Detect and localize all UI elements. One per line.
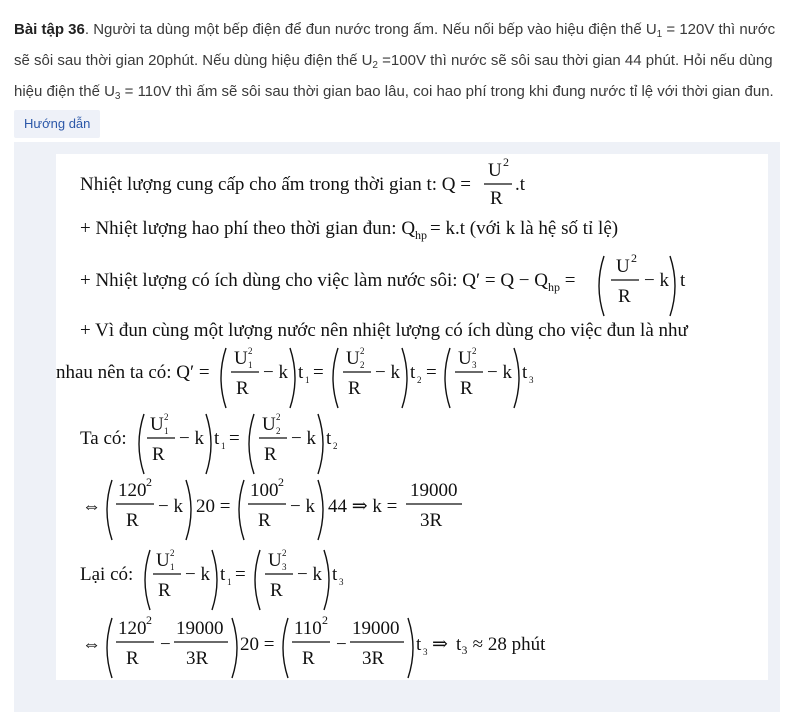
problem-text: =100V thì nước sẽ sôi sau thời gian 44 phút. Hỏi nếu dùng hiệu điện thế U xyxy=(14,52,773,100)
solution-math xyxy=(56,154,768,680)
math-glyph: = xyxy=(235,564,246,585)
math-glyph: 110 xyxy=(294,618,322,639)
paren-left xyxy=(249,414,254,474)
math-glyph: − k xyxy=(487,362,512,383)
problem-text: . Người ta dùng một bếp điện để đun nước trong ấm. Nếu nối bếp vào hiệu điện thế U xyxy=(84,21,657,38)
math-glyph: 2 xyxy=(278,475,284,489)
paren-left xyxy=(221,348,226,408)
math-glyph: 19000 xyxy=(352,618,400,639)
math-glyph: U xyxy=(488,160,502,181)
paren-right xyxy=(670,256,675,316)
subscript: 1 xyxy=(656,29,663,40)
math-glyph: .t xyxy=(515,174,526,195)
math-glyph: R xyxy=(348,378,361,399)
solution-image xyxy=(56,154,768,680)
math-glyph: t xyxy=(326,428,332,449)
math-glyph: 120 xyxy=(118,480,147,501)
math-glyph: R xyxy=(158,580,171,601)
math-glyph: 2 xyxy=(360,346,365,356)
paren-right xyxy=(206,414,211,474)
math-glyph: R xyxy=(460,378,473,399)
math-glyph: 2 xyxy=(164,412,169,422)
math-glyph: 3 xyxy=(472,360,477,370)
paren-right xyxy=(402,348,407,408)
line-6-text: Ta có: xyxy=(80,428,127,449)
math-glyph: 3R xyxy=(420,510,443,531)
paren-right xyxy=(232,618,237,678)
math-glyph: R xyxy=(236,378,249,399)
math-glyph: 2 xyxy=(503,155,509,169)
math-glyph: 2 xyxy=(417,375,422,385)
problem-statement xyxy=(14,14,786,107)
math-glyph: − k xyxy=(297,564,322,585)
line-5-text: nhau nên ta có: Q′ = xyxy=(56,362,210,383)
paren-left xyxy=(139,414,144,474)
subscript: 3 xyxy=(114,91,121,102)
paren-left xyxy=(255,550,260,610)
line-1-text: Nhiệt lượng cung cấp cho ấm trong thời gian t: Q = xyxy=(80,174,471,195)
math-glyph: 2 xyxy=(276,412,281,422)
math-glyph: R xyxy=(152,444,165,465)
math-glyph: 2 xyxy=(631,251,637,265)
math-glyph: 2 xyxy=(472,346,477,356)
problem-label: Bài tập 36 xyxy=(14,21,85,38)
math-glyph: t xyxy=(214,428,220,449)
math-glyph: − k xyxy=(263,362,288,383)
math-glyph: U xyxy=(262,414,276,435)
math-glyph: 1 xyxy=(227,577,232,587)
math-glyph: 2 xyxy=(248,346,253,356)
paren-right xyxy=(318,480,323,540)
guide-button[interactable]: Hướng dẫn xyxy=(14,110,100,138)
math-glyph: U xyxy=(234,348,248,369)
math-glyph: t xyxy=(522,362,528,383)
math-glyph: 44 ⇒ k = xyxy=(328,496,398,517)
paren-right xyxy=(290,348,295,408)
paren-left xyxy=(145,550,150,610)
math-glyph: 2 xyxy=(146,475,152,489)
paren-right xyxy=(212,550,217,610)
math-glyph: R xyxy=(270,580,283,601)
paren-left xyxy=(445,348,450,408)
math-glyph: U xyxy=(150,414,164,435)
math-glyph: 3R xyxy=(186,648,209,669)
math-glyph: − xyxy=(160,634,171,655)
math-glyph: 120 xyxy=(118,618,147,639)
paren-right xyxy=(186,480,191,540)
math-glyph: 3R xyxy=(362,648,385,669)
math-glyph: 1 xyxy=(248,360,253,370)
math-glyph: R xyxy=(264,444,277,465)
line-3-text: + Nhiệt lượng có ích dùng cho việc làm nước sôi: $Q' = Q - Q_{hp}$ = xyxy=(80,270,576,294)
math-glyph: t xyxy=(416,634,422,655)
math-glyph: 3 xyxy=(423,647,428,657)
paren-left xyxy=(239,480,244,540)
paren-left xyxy=(107,618,112,678)
math-glyph: t xyxy=(332,564,338,585)
math-glyph: 2 xyxy=(170,548,175,558)
paren-left xyxy=(283,618,288,678)
math-glyph: 19000 xyxy=(176,618,224,639)
math-glyph: 2 xyxy=(322,613,328,627)
math-glyph: 2 xyxy=(333,441,338,451)
math-glyph: − xyxy=(336,634,347,655)
math-glyph: t xyxy=(220,564,226,585)
math-glyph: t xyxy=(298,362,304,383)
math-glyph: − k xyxy=(179,428,204,449)
math-glyph: ⇔ xyxy=(82,634,101,655)
math-glyph: R xyxy=(126,648,139,669)
line-2-text: + Nhiệt lượng hao phí theo thời gian đun: $Q_{hp} = k.t$ (với k là hệ số tỉ lệ) xyxy=(80,218,619,242)
math-glyph: R xyxy=(126,510,139,531)
math-glyph: 20 = xyxy=(196,496,231,517)
problem-text: = 120V thì nước sẽ sôi sau thời gian 20phút. Nếu dùng hiệu điện thế U xyxy=(14,21,776,69)
math-glyph: U xyxy=(458,348,472,369)
problem-text: = 110V thì ấm sẽ sôi sau thời gian bao lâu, coi hao phí trong khi đung nước tỉ lệ với thời gian đun. xyxy=(120,83,774,100)
final-answer: t₃ ≈ 28 phút xyxy=(456,634,546,655)
math-glyph: 3 xyxy=(282,562,287,572)
math-glyph: 1 xyxy=(221,441,226,451)
math-glyph: U xyxy=(616,256,630,277)
math-glyph: − k xyxy=(185,564,210,585)
math-glyph: t xyxy=(410,362,416,383)
paren-left xyxy=(333,348,338,408)
paren-right xyxy=(324,550,329,610)
math-glyph: 1 xyxy=(305,375,310,385)
math-glyph: ⇒ xyxy=(432,634,448,655)
subscript: 2 xyxy=(372,60,378,71)
math-glyph: U xyxy=(346,348,360,369)
math-glyph: R xyxy=(258,510,271,531)
math-glyph: R xyxy=(302,648,315,669)
math-glyph: − k xyxy=(290,496,315,517)
line-4-text: + Vì đun cùng một lượng nước nên nhiệt lượng có ích dùng cho việc đun là như xyxy=(80,320,688,341)
math-glyph: = xyxy=(229,428,240,449)
math-glyph: ⇔ xyxy=(82,496,101,517)
paren-right xyxy=(514,348,519,408)
math-glyph: − k xyxy=(158,496,183,517)
math-glyph: 3 xyxy=(339,577,344,587)
math-glyph: 20 = xyxy=(240,634,275,655)
math-glyph: t xyxy=(680,270,686,291)
line-8-text: Lại có: xyxy=(80,564,134,585)
math-glyph: 3 xyxy=(529,375,534,385)
math-glyph: 1 xyxy=(170,562,175,572)
math-glyph: R xyxy=(490,188,503,209)
math-glyph: = xyxy=(313,362,324,383)
math-glyph: − k xyxy=(375,362,400,383)
math-glyph: U xyxy=(268,550,282,571)
paren-left xyxy=(107,480,112,540)
math-glyph: 2 xyxy=(276,426,281,436)
math-glyph: 2 xyxy=(360,360,365,370)
math-glyph: R xyxy=(618,286,631,307)
math-glyph: 100 xyxy=(250,480,279,501)
math-glyph: 2 xyxy=(146,613,152,627)
paren-left xyxy=(599,256,604,316)
math-glyph: − k xyxy=(644,270,669,291)
paren-right xyxy=(318,414,323,474)
paren-right xyxy=(408,618,413,678)
math-glyph: 2 xyxy=(282,548,287,558)
math-glyph: 1 xyxy=(164,426,169,436)
math-glyph: = xyxy=(426,362,437,383)
k-value: 19000 xyxy=(410,480,458,501)
math-glyph: − k xyxy=(291,428,316,449)
math-glyph: U xyxy=(156,550,170,571)
